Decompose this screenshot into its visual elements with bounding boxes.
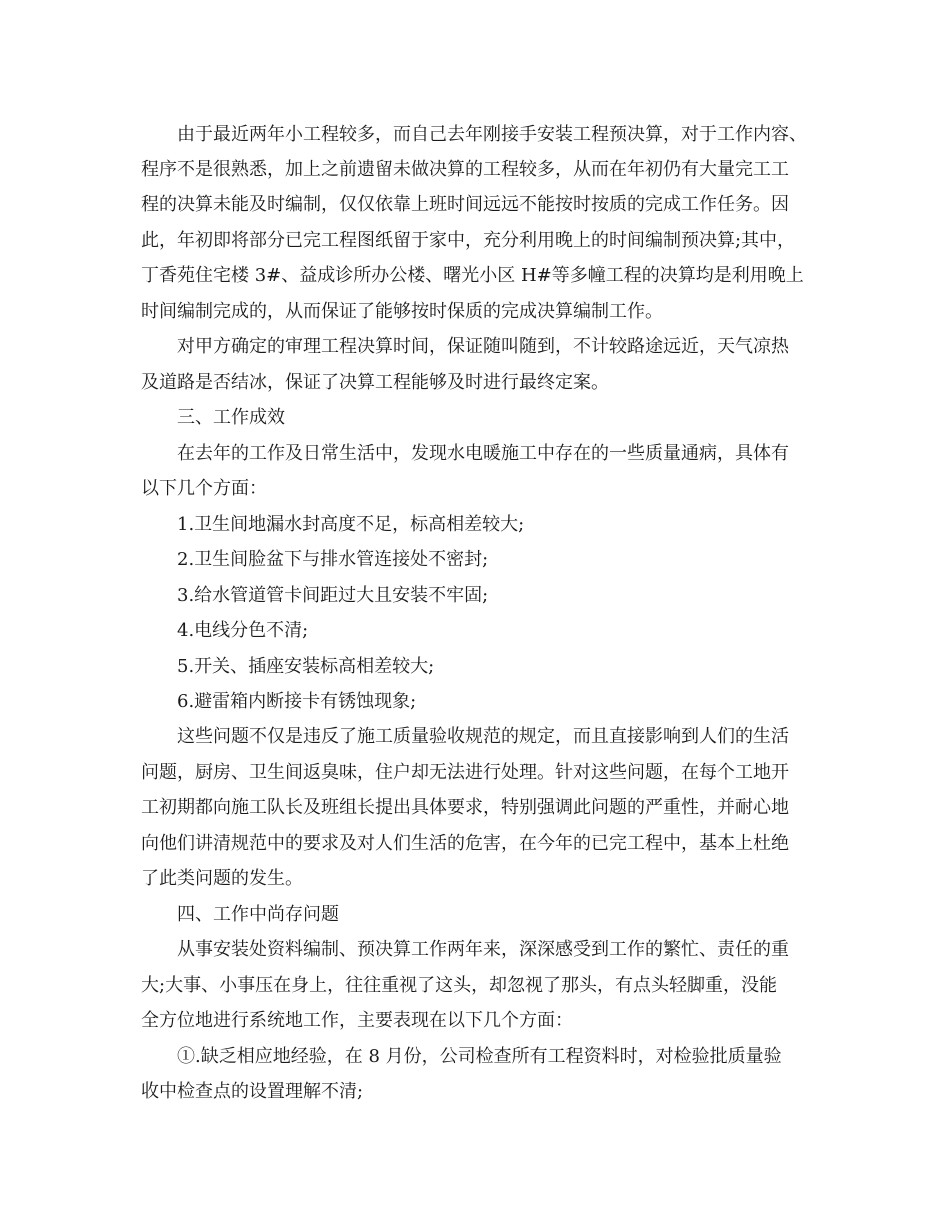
list-item: 5.开关、插座安装标高相差较大; <box>177 656 435 677</box>
paragraph-line: 对甲方确定的审理工程决算时间，保证随叫随到，不计较路途远近，天气凉热 <box>177 336 789 357</box>
paragraph-line: 向他们讲清规范中的要求及对人们生活的危害，在今年的已完工程中，基本上杜绝 <box>141 833 789 854</box>
paragraph-line: 此，年初即将部分已完工程图纸留于家中，充分利用晚上的时间编制预决算;其中， <box>141 230 796 251</box>
paragraph-line: 以下几个方面： <box>141 478 267 499</box>
paragraph-line: 这些问题不仅是违反了施工质量验收规范的规定，而且直接影响到人们的生活 <box>177 726 789 747</box>
section-heading: 四、工作中尚存问题 <box>177 904 339 925</box>
list-item: 4.电线分色不清; <box>177 620 309 641</box>
paragraph-line: 时间编制完成的，从而保证了能够按时保质的完成决算编制工作。 <box>141 301 663 322</box>
section-heading: 三、工作成效 <box>177 407 285 428</box>
paragraph-line: 大;大事、小事压在身上，往往重视了这头，却忽视了那头，有点头轻脚重，没能 <box>141 975 778 996</box>
list-item: 1.卫生间地漏水封高度不足，标高相差较大; <box>177 514 525 535</box>
paragraph-line: 丁香苑住宅楼 3#、益成诊所办公楼、曙光小区 H#等多幢工程的决算均是利用晚上 <box>141 265 804 286</box>
paragraph-line: 全方位地进行系统地工作，主要表现在以下几个方面： <box>141 1010 573 1031</box>
paragraph-line: 及道路是否结冰，保证了决算工程能够及时进行最终定案。 <box>141 372 609 393</box>
paragraph-line: 了此类问题的发生。 <box>141 868 303 889</box>
list-item: 2.卫生间脸盆下与排水管连接处不密封; <box>177 549 489 570</box>
list-item: 3.给水管道管卡间距过大且安装不牢固; <box>177 585 489 606</box>
paragraph-line: 从事安装处资料编制、预决算工作两年来，深深感受到工作的繁忙、责任的重 <box>177 939 789 960</box>
paragraph-line: 工初期都向施工队长及班组长提出具体要求，特别强调此问题的严重性，并耐心地 <box>141 797 789 818</box>
paragraph-line: 收中检查点的设置理解不清; <box>141 1081 364 1102</box>
paragraph-line: 在去年的工作及日常生活中，发现水电暖施工中存在的一些质量通病，具体有 <box>177 443 789 464</box>
paragraph-line: 程的决算未能及时编制，仅仅依靠上班时间远远不能按时按质的完成工作任务。因 <box>141 194 789 215</box>
list-item: 6.避雷箱内断接卡有锈蚀现象; <box>177 691 417 712</box>
paragraph-line: 由于最近两年小工程较多，而自己去年刚接手安装工程预决算，对于工作内容、 <box>177 124 807 145</box>
list-item: ①.缺乏相应地经验，在 8 月份，公司检查所有工程资料时，对检验批质量验 <box>177 1046 782 1067</box>
paragraph-line: 问题，厨房、卫生间返臭味，住户却无法进行处理。针对这些问题，在每个工地开 <box>141 762 789 783</box>
paragraph-line: 程序不是很熟悉，加上之前遗留未做决算的工程较多，从而在年初仍有大量完工工 <box>141 159 789 180</box>
